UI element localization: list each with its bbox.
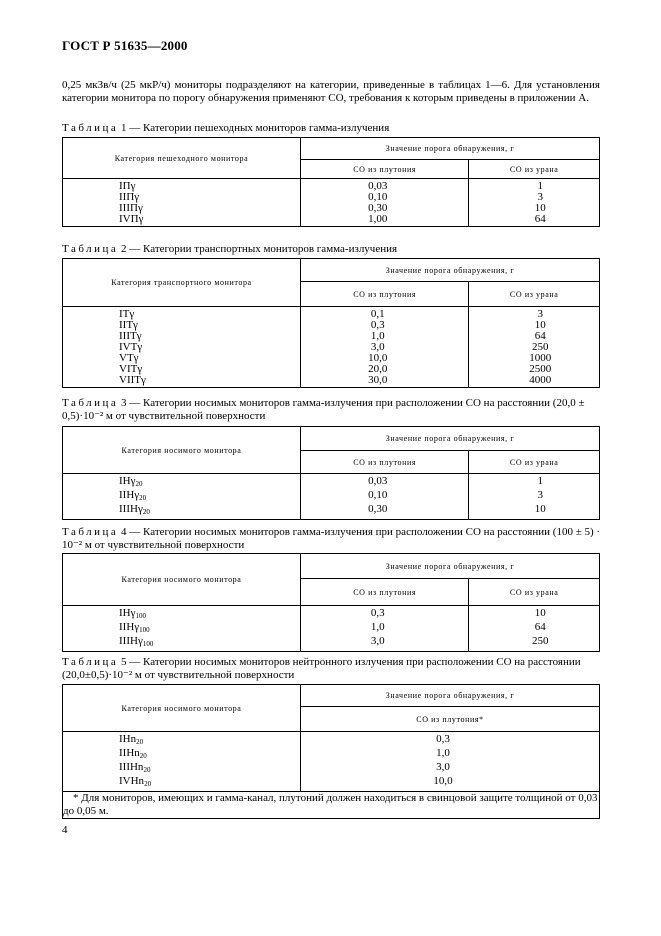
- table-row: [63, 732, 600, 749]
- category-cell: [63, 342, 301, 353]
- category-subscript: 20: [139, 494, 147, 502]
- col-plutonium-header: СО из плутония: [301, 451, 469, 474]
- table-word: Таблица: [62, 243, 119, 255]
- document-header: ГОСТ Р 51635—2000: [62, 38, 188, 53]
- table-word: Таблица: [62, 656, 119, 668]
- table-row: [63, 474, 600, 491]
- category-subscript: 20: [144, 780, 152, 788]
- plutonium-value: 1,00: [301, 214, 469, 227]
- table4-body: [63, 606, 600, 652]
- category-label: VТ: [119, 352, 134, 364]
- col-plutonium-header: СО из плутония: [301, 160, 469, 179]
- gamma-symbol: γ: [138, 213, 144, 225]
- table-row: [63, 214, 600, 227]
- table-number: 4: [121, 526, 127, 538]
- plutonium-value: 10,0: [301, 776, 600, 792]
- uranium-value: 10: [469, 320, 600, 331]
- table-row: [63, 342, 600, 353]
- table1: [62, 137, 600, 227]
- category-label: IIНn: [119, 747, 140, 759]
- category-cell: [63, 490, 301, 504]
- col-uranium-header: СО из урана: [469, 451, 600, 474]
- category-cell: [63, 331, 301, 342]
- category-cell: [63, 192, 301, 203]
- plutonium-value: 0,1: [301, 307, 469, 321]
- plutonium-value: 0,3: [301, 732, 600, 749]
- category-label: IIIНn: [119, 761, 144, 773]
- col-category-header: Категория транспортного монитора: [63, 259, 301, 307]
- category-label: IIН: [119, 489, 135, 501]
- table-row: [63, 776, 600, 792]
- gamma-symbol: γ: [130, 475, 136, 487]
- uranium-value: 64: [469, 331, 600, 342]
- col-uranium-header: СО из урана: [469, 282, 600, 307]
- category-label: IН: [119, 475, 131, 487]
- gamma-symbol: γ: [130, 607, 136, 619]
- page-number: 4: [62, 824, 68, 836]
- gamma-symbol: γ: [137, 635, 143, 647]
- plutonium-value: 1,0: [301, 331, 469, 342]
- col-group-header: Значение порога обнаружения, г: [301, 554, 600, 579]
- table4-caption: [62, 526, 602, 552]
- uranium-value: 10: [469, 606, 600, 623]
- gamma-symbol: γ: [129, 308, 135, 320]
- table2-caption: [62, 243, 602, 256]
- category-label: IIН: [119, 621, 135, 633]
- category-subscript: 20: [142, 508, 150, 516]
- table-row: [63, 353, 600, 364]
- uranium-value: 64: [469, 214, 600, 227]
- category-cell: [63, 353, 301, 364]
- gamma-symbol: γ: [134, 621, 140, 633]
- category-cell: [63, 375, 301, 388]
- table-number: 1: [121, 122, 127, 134]
- table4: [62, 553, 600, 652]
- plutonium-value: 20,0: [301, 364, 469, 375]
- caption-text: — Категории носимых мониторов гамма-излучения при расположении СО на расстоянии (20,0 ± 0,5)·10⁻² м от чувствительной поверхности: [62, 397, 585, 422]
- category-label: VIТ: [119, 363, 138, 375]
- category-cell: [63, 320, 301, 331]
- category-label: IIТ: [119, 319, 134, 331]
- table-row: [63, 331, 600, 342]
- category-subscript: 20: [143, 766, 151, 774]
- plutonium-value: 3,0: [301, 342, 469, 353]
- category-label: IIIП: [119, 202, 138, 214]
- uranium-value: 64: [469, 622, 600, 636]
- table-row: [63, 179, 600, 193]
- category-label: IП: [119, 180, 131, 192]
- plutonium-value: 0,03: [301, 474, 469, 491]
- gamma-symbol: γ: [130, 180, 136, 192]
- category-label: IНn: [119, 733, 137, 745]
- table3-body: [63, 474, 600, 520]
- caption-text: — Категории пешеходных мониторов гамма-излучения: [126, 122, 390, 134]
- gamma-symbol: γ: [133, 319, 138, 331]
- gamma-symbol: γ: [137, 503, 143, 515]
- col-group-header: Значение порога обнаружения, г: [301, 259, 600, 282]
- table-row: [63, 490, 600, 504]
- table-number: 5: [121, 656, 127, 668]
- uranium-value: 1: [469, 474, 600, 491]
- col-category-header: Категория носимого монитора: [63, 427, 301, 474]
- table-row: [63, 320, 600, 331]
- gamma-symbol: γ: [141, 374, 146, 386]
- category-cell: [63, 636, 301, 652]
- table2: [62, 258, 600, 388]
- category-subscript: 100: [135, 612, 146, 620]
- category-cell: [63, 364, 301, 375]
- gamma-symbol: γ: [137, 363, 143, 375]
- plutonium-value: 0,30: [301, 504, 469, 520]
- table-row: [63, 748, 600, 762]
- table5-body: [63, 732, 600, 792]
- category-cell: [63, 203, 301, 214]
- plutonium-value: 0,10: [301, 490, 469, 504]
- category-subscript: 20: [135, 480, 143, 488]
- category-label: IН: [119, 607, 131, 619]
- table-row: [63, 622, 600, 636]
- uranium-value: 250: [469, 636, 600, 652]
- col-plutonium-header: СО из плутония*: [301, 707, 600, 732]
- col-group-header: Значение порога обнаружения, г: [301, 427, 600, 451]
- table-row: [63, 375, 600, 388]
- category-subscript: 20: [136, 738, 144, 746]
- category-subscript: 100: [139, 626, 150, 634]
- table3-caption: [62, 397, 602, 423]
- uranium-value: 3: [469, 192, 600, 203]
- plutonium-value: 0,3: [301, 606, 469, 623]
- gamma-symbol: γ: [134, 191, 140, 203]
- plutonium-value: 0,03: [301, 179, 469, 193]
- category-label: IVНn: [119, 775, 145, 787]
- uranium-value: 2500: [469, 364, 600, 375]
- col-plutonium-header: СО из плутония: [301, 579, 469, 606]
- table5-caption: [62, 656, 602, 682]
- gamma-symbol: γ: [133, 352, 139, 364]
- uranium-value: 10: [469, 203, 600, 214]
- category-cell: [63, 474, 301, 491]
- plutonium-value: 30,0: [301, 375, 469, 388]
- plutonium-value: 3,0: [301, 636, 469, 652]
- col-group-header: Значение порога обнаружения, г: [301, 138, 600, 160]
- plutonium-value: 1,0: [301, 748, 600, 762]
- uranium-value: 3: [469, 307, 600, 321]
- table-number: 2: [121, 243, 127, 255]
- table5: [62, 684, 600, 819]
- category-cell: [63, 776, 301, 792]
- category-cell: [63, 214, 301, 227]
- uranium-value: 3: [469, 490, 600, 504]
- col-group-header: Значение порога обнаружения, г: [301, 685, 600, 707]
- table-number: 3: [121, 397, 127, 409]
- uranium-value: 4000: [469, 375, 600, 388]
- table-row: [63, 192, 600, 203]
- table1-caption: [62, 122, 602, 135]
- category-subscript: 20: [139, 752, 147, 760]
- table-word: Таблица: [62, 526, 119, 538]
- category-cell: [63, 307, 301, 321]
- category-cell: [63, 732, 301, 749]
- table-row: [63, 504, 600, 520]
- category-label: IVП: [119, 213, 139, 225]
- plutonium-value: 1,0: [301, 622, 469, 636]
- intro-paragraph: 0,25 мкЗв/ч (25 мкР/ч) мониторы подразделяют на категории, приведенные в таблицах 1—6. Для установления категории монитора по порогу обнаружения применяют СО, требования к которым приведены в приложении А.: [62, 79, 600, 104]
- uranium-value: 1000: [469, 353, 600, 364]
- category-cell: [63, 179, 301, 193]
- caption-text: — Категории транспортных мониторов гамма-излучения: [126, 243, 398, 255]
- gamma-symbol: γ: [137, 341, 143, 353]
- category-label: IVТ: [119, 341, 138, 353]
- caption-text: — Категории носимых мониторов гамма-излучения при расположении СО на расстоянии (100 ± 5) · 10⁻² м от чувствительной поверхности: [62, 526, 601, 551]
- uranium-value: 10: [469, 504, 600, 520]
- category-label: VIIТ: [119, 374, 141, 386]
- plutonium-value: 0,10: [301, 192, 469, 203]
- col-category-header: Категория носимого монитора: [63, 685, 301, 732]
- category-cell: [63, 762, 301, 776]
- category-cell: [63, 748, 301, 762]
- col-plutonium-header: СО из плутония: [301, 282, 469, 307]
- category-label: IIП: [119, 191, 135, 203]
- table3: [62, 426, 600, 520]
- table-row: [63, 606, 600, 623]
- col-uranium-header: СО из урана: [469, 160, 600, 179]
- category-cell: [63, 606, 301, 623]
- table2-body: [63, 307, 600, 388]
- plutonium-value: 0,3: [301, 320, 469, 331]
- col-uranium-header: СО из урана: [469, 579, 600, 606]
- gamma-symbol: γ: [137, 202, 143, 214]
- col-category-header: Категория пешеходного монитора: [63, 138, 301, 179]
- table-row: [63, 762, 600, 776]
- gamma-symbol: γ: [136, 330, 142, 342]
- category-label: IТ: [119, 308, 130, 320]
- plutonium-value: 10,0: [301, 353, 469, 364]
- category-subscript: 100: [142, 640, 154, 648]
- uranium-value: 1: [469, 179, 600, 193]
- category-cell: [63, 504, 301, 520]
- category-cell: [63, 622, 301, 636]
- table5-footnote: * Для мониторов, имеющих и гамма-канал, плутоний должен находиться в свинцовой защите толщиной от 0,03 до 0,05 м.: [63, 792, 600, 819]
- category-label: IIIТ: [119, 330, 137, 342]
- gamma-symbol: γ: [134, 489, 140, 501]
- table-row: [63, 307, 600, 321]
- col-category-header: Категория носимого монитора: [63, 554, 301, 606]
- plutonium-value: 0,30: [301, 203, 469, 214]
- table1-body: [63, 179, 600, 227]
- table-word: Таблица: [62, 122, 119, 134]
- category-label: IIIН: [119, 635, 138, 647]
- table-row: [63, 636, 600, 652]
- uranium-value: 250: [469, 342, 600, 353]
- plutonium-value: 3,0: [301, 762, 600, 776]
- table-word: Таблица: [62, 397, 119, 409]
- caption-text: — Категории носимых мониторов нейтронного излучения при расположении СО на расстоянии (20,0±0,5)·10⁻² м от чувствительной поверхности: [62, 656, 581, 681]
- category-label: IIIН: [119, 503, 138, 515]
